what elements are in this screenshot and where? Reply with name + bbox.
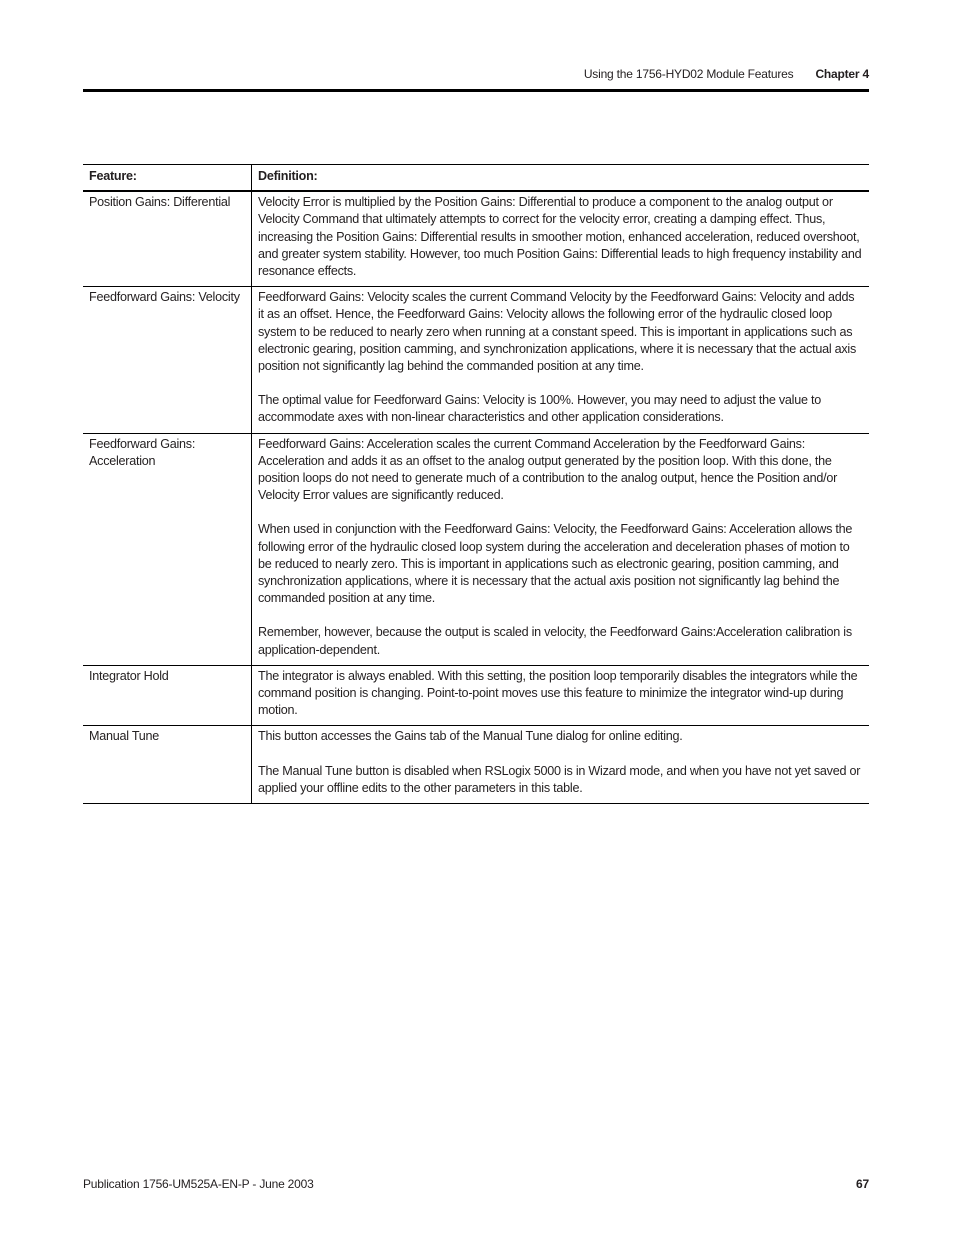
definition-cell [252,726,870,804]
definition-paragraph: Velocity Error is multiplied by the Position Gains: Differential to produce a component to the analog output or Velocity Command that ultimately attempts to correct for the velocity error, creating a damping effect. Thus, increasing the Position Gains: Differential results in smoother motion, enhanced acceleration, reduced overshoot, and greater system stability. However, too much Position Gains: Differential leads to high frequency instability and resonance effects. [258,195,862,279]
page-footer [83,1176,869,1192]
publication-info: Publication 1756-UM525A-EN-P - June 2003 [83,1177,314,1191]
definition-paragraph: Feedforward Gains: Acceleration scales the current Command Acceleration by the Feedforward Gains: Acceleration and adds it as an offset to the analog output generated by the position loop. With this done, the position loops do not need to generate much of a contribution to the analog output, hence the Position and/or Velocity Error values are significantly reduced. [258,436,838,503]
header-chapter: Chapter 4 [815,67,869,81]
table-row [83,726,869,804]
definition-cell [252,191,870,287]
definition-paragraph: This button accesses the Gains tab of the Manual Tune dialog for online editing. [258,729,683,744]
feature-cell: Manual Tune [83,726,252,804]
header-rule [83,89,869,92]
definition-cell [252,665,870,726]
definition-paragraph: The Manual Tune button is disabled when RSLogix 5000 is in Wizard mode, and when you have not yet saved or applied your offline edits to the other parameters in this table. [258,763,861,795]
definition-cell [252,287,870,433]
header-section-title: Using the 1756-HYD02 Module Features [583,67,794,81]
definition-paragraph: The integrator is always enabled. With this setting, the position loop temporarily disables the integrators while the command position is changing. Point-to-point moves use this feature to minimize the integrator wind-up during motion. [258,668,858,718]
table-header-row [83,165,869,192]
definition-column-header: Definition: [252,165,870,192]
definition-cell [252,433,870,665]
table-row [83,287,869,433]
definition-paragraph: The optimal value for Feedforward Gains: Velocity is 100%. However, you may need to adjust the value to accommodate axes with non-linear characteristics and other application considerations. [258,393,821,425]
feature-cell: Integrator Hold [83,665,252,726]
feature-cell: Feedforward Gains: Acceleration [83,433,252,665]
running-header [83,66,869,82]
feature-cell: Position Gains: Differential [83,191,252,287]
definition-paragraph: Feedforward Gains: Velocity scales the current Command Velocity by the Feedforward Gains: Velocity and adds it as an offset. Hence, the Feedforward Gains: Velocity allows the following error of the hydraulic closed loop system to be reduced to nearly zero when running at a constant speed. This is important in applications such as electronic gearing, position camming, and synchronization applications, where it is necessary that the actual axis position not significantly lag behind the commanded position at any time. [258,290,857,374]
feature-cell: Feedforward Gains: Velocity [83,287,252,433]
table-row [83,665,869,726]
table-row [83,191,869,287]
feature-definition-table [83,164,869,804]
definition-paragraph: Remember, however, because the output is scaled in velocity, the Feedforward Gains:Acceleration calibration is application-dependent. [258,625,852,657]
table-row [83,433,869,665]
page-number: 67 [856,1177,869,1191]
feature-column-header: Feature: [83,165,252,192]
definition-paragraph: When used in conjunction with the Feedforward Gains: Velocity, the Feedforward Gains: Acceleration allows the following error of the hydraulic closed loop system during the acceleration and deceleration phases of motion to be reduced to nearly zero. This is important in applications such as electronic gearing, position camming, and synchronization applications, where it is necessary that the actual axis position not significantly lag behind the commanded position at any time. [258,522,853,606]
